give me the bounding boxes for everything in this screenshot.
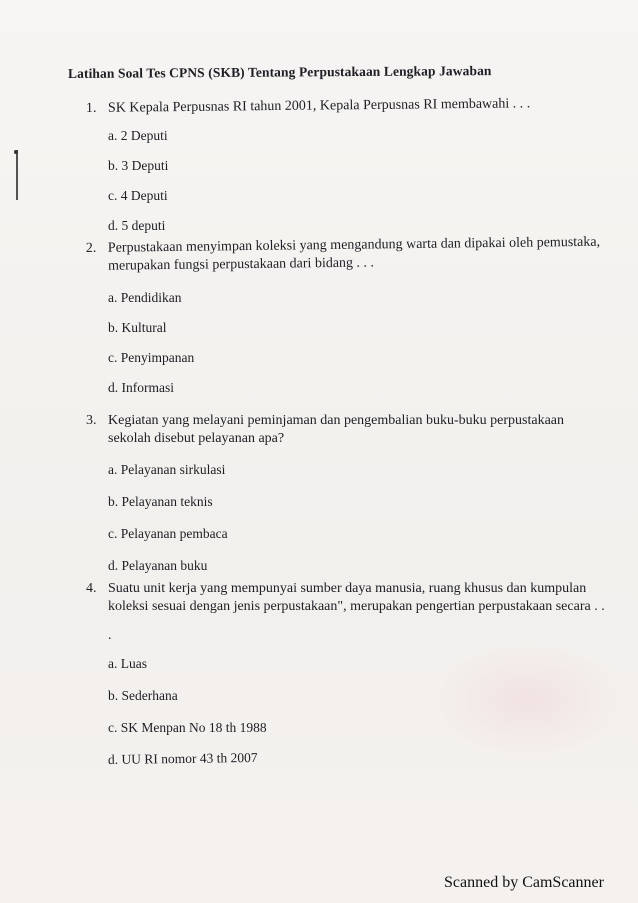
question-4-trailing-dot: . (108, 628, 112, 643)
question-2 (86, 234, 606, 276)
option-2c: c. Penyimpanan (108, 350, 195, 365)
option-1d: d. 5 deputi (108, 218, 166, 233)
option-3c: c. Pelayanan pembaca (108, 526, 228, 541)
question-text: Suatu unit kerja yang mempunyai sumber daya manusia, ruang khusus dan kumpulan koleksi sesuai dengan jenis perpustakaan", merupakan pengertian perpustakaan secara . . (108, 581, 605, 614)
option-4c: c. SK Menpan No 18 th 1988 (108, 720, 267, 735)
option-4b: b. Sederhana (108, 688, 178, 703)
option-3a: a. Pelayanan sirkulasi (108, 462, 226, 477)
edge-ink-mark (16, 150, 18, 200)
question-4 (86, 580, 606, 616)
option-4a: a. Luas (108, 656, 147, 671)
option-2d: d. Informasi (108, 380, 174, 395)
option-4d: d. UU RI nomor 43 th 2007 (107, 749, 258, 767)
edge-ink-dot (14, 150, 18, 154)
question-number: 4. (86, 581, 97, 596)
paper-smudge (428, 640, 628, 760)
option-3b: b. Pelayanan teknis (108, 494, 213, 509)
question-number: 2. (85, 240, 97, 257)
question-text: Kegiatan yang melayani peminjaman dan pengembalian buku-buku perpustakaan sekolah disebut pelayanan apa? (108, 413, 565, 446)
option-3d: d. Pelayanan buku (108, 558, 208, 573)
scanner-watermark: Scanned by CamScanner (444, 874, 604, 891)
document-title: Latihan Soal Tes CPNS (SKB) Tentang Perpustakaan Lengkap Jawaban (67, 63, 492, 81)
question-3 (86, 412, 606, 448)
option-1c: c. 4 Deputi (108, 188, 168, 203)
question-text: Perpustakaan menyimpan koleksi yang mengandung warta dan dipakai oleh pemustaka, merupakan fungsi perpustakaan dari bidang . . . (107, 234, 601, 274)
option-2a: a. Pendidikan (108, 290, 182, 305)
option-2b: b. Kultural (108, 320, 167, 335)
question-number: 3. (86, 413, 97, 428)
question-number: 1. (85, 100, 97, 116)
option-1b: b. 3 Deputi (108, 158, 169, 173)
question-text: SK Kepala Perpusnas RI tahun 2001, Kepala Perpusnas RI membawahi . . . (107, 96, 531, 116)
option-1a: a. 2 Deputi (108, 128, 168, 143)
question-1 (86, 95, 606, 118)
